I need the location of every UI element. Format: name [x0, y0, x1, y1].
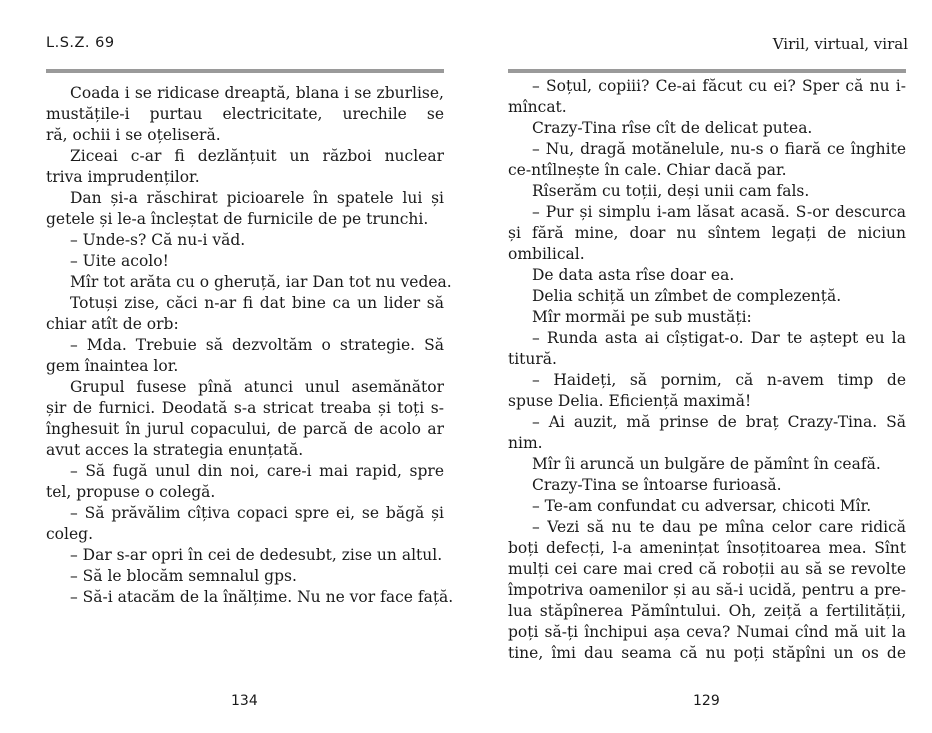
text-line: – Ai auzit, mă prinse de braț Crazy-Tina. Să [532, 413, 906, 431]
text-line: – Să fugă unul din noi, care-i mai rapid, spre [70, 462, 444, 480]
text-line: împotriva oamenilor și au să-i ucidă, pentru a pre- [508, 581, 906, 599]
page-body [46, 83, 454, 608]
text-line: – Te-am confundat cu adversar, chicoti Mîr. [532, 497, 872, 515]
text-line: Crazy-Tina rîse cît de delicat putea. [532, 119, 813, 137]
text-line: triva imprudenților. [46, 168, 200, 186]
text-line: – Vezi să nu te dau pe mîna celor care ridică [532, 518, 906, 536]
page-body [508, 76, 906, 664]
text-line: înghesuit în jurul copacului, de parcă de acolo ar [46, 420, 444, 438]
text-line: – Unde-s? Că nu-i văd. [70, 231, 246, 249]
text-line: lua stăpînerea Pămîntului. Oh, zeiță a fertilității, [508, 602, 906, 620]
text-line: avut acces la strategia enunțată. [46, 441, 304, 459]
text-line: mîncat. [508, 98, 567, 116]
text-line: Mîr tot arăta cu o gheruță, iar Dan tot nu vedea. [70, 273, 452, 291]
text-line: poți să-ți închipui așa ceva? Numai cînd mă uit la [508, 623, 906, 641]
text-line: – Uite acolo! [70, 252, 169, 270]
text-line: Ziceai c-ar fi dezlănțuit un război nuclear [70, 147, 444, 165]
text-line: – Dar s-ar opri în cei de dedesubt, zise un altul. [70, 546, 443, 564]
text-line: tine, îmi dau seama că nu poți stăpîni un os de [508, 644, 906, 662]
text-line: – Să le blocăm semnalul gps. [70, 567, 297, 585]
text-line: – Nu, dragă motănelule, nu-s o fiară ce înghite [532, 140, 906, 158]
header-rule [46, 69, 444, 73]
text-line: și fără mine, doar nu sîntem legați de niciun [508, 224, 906, 242]
text-line: getele și le-a încleștat de furnicile de pe trunchi. [46, 210, 429, 228]
text-line: – Să-i atacăm de la înălțime. Nu ne vor face față. [70, 588, 454, 606]
running-header: L.S.Z. 69 [46, 35, 115, 51]
text-line: Rîserăm cu toții, deși unii cam fals. [532, 182, 810, 200]
text-line: – Soțul, copiii? Ce-ai făcut cu ei? Sper că nu i- [532, 77, 906, 95]
text-line: Grupul fusese pînă atunci unul asemănător [70, 378, 444, 396]
text-line: mustățile-i purtau electricitate, urechile se [46, 105, 444, 123]
text-line: Delia schiță un zîmbet de complezență. [532, 287, 842, 305]
text-line: coleg. [46, 525, 93, 543]
text-line: ce-ntîlnește în cale. Chiar dacă par. [508, 161, 787, 179]
text-line: gem înaintea lor. [46, 357, 179, 375]
text-line: Mîr îi aruncă un bulgăre de pămînt în ceafă. [532, 455, 881, 473]
page-number: 134 [231, 693, 258, 709]
header-rule [508, 69, 906, 73]
text-line: titură. [508, 350, 557, 368]
text-line: boți defecți, l-a amenințat însoțitoarea mea. Sînt [508, 539, 906, 557]
text-line: spuse Delia. Eficiență maximă! [508, 392, 752, 410]
text-line: Coada i se ridicase dreaptă, blana i se zburlise, [70, 84, 444, 102]
text-line: ră, ochii i se oțeliseră. [46, 126, 221, 144]
text-line: De data asta rîse doar ea. [532, 266, 735, 284]
text-line: – Pur și simplu i-am lăsat acasă. S-or descurca [532, 203, 906, 221]
right-page [466, 0, 932, 733]
text-line: – Haideți, să pornim, că n-avem timp de [532, 371, 906, 389]
text-line: – Să prăvălim cîțiva copaci spre ei, se băgă și [70, 504, 444, 522]
text-line: – Runda asta ai cîștigat-o. Dar te aștept eu la [532, 329, 906, 347]
text-line: Crazy-Tina se întoarse furioasă. [532, 476, 782, 494]
text-line: mulți cei care mai cred că roboții au să se revolte [508, 560, 906, 578]
text-line: chiar atît de orb: [46, 315, 179, 333]
text-line: tel, propuse o colegă. [46, 483, 216, 501]
text-line: șir de furnici. Deodată s-a stricat treaba și toți s- [46, 399, 444, 417]
text-line: Mîr mormăi pe sub mustăți: [532, 308, 752, 326]
text-line: ombilical. [508, 245, 585, 263]
running-header: Viril, virtual, viral [772, 35, 908, 53]
text-line: Totuși zise, căci n-ar fi dat bine ca un lider să [70, 294, 444, 312]
text-line: – Mda. Trebuie să dezvoltăm o strategie. Să [70, 336, 444, 354]
text-line: Dan și-a răschirat picioarele în spatele lui și [70, 189, 444, 207]
page-number: 129 [693, 693, 720, 709]
text-line: nim. [508, 434, 543, 452]
